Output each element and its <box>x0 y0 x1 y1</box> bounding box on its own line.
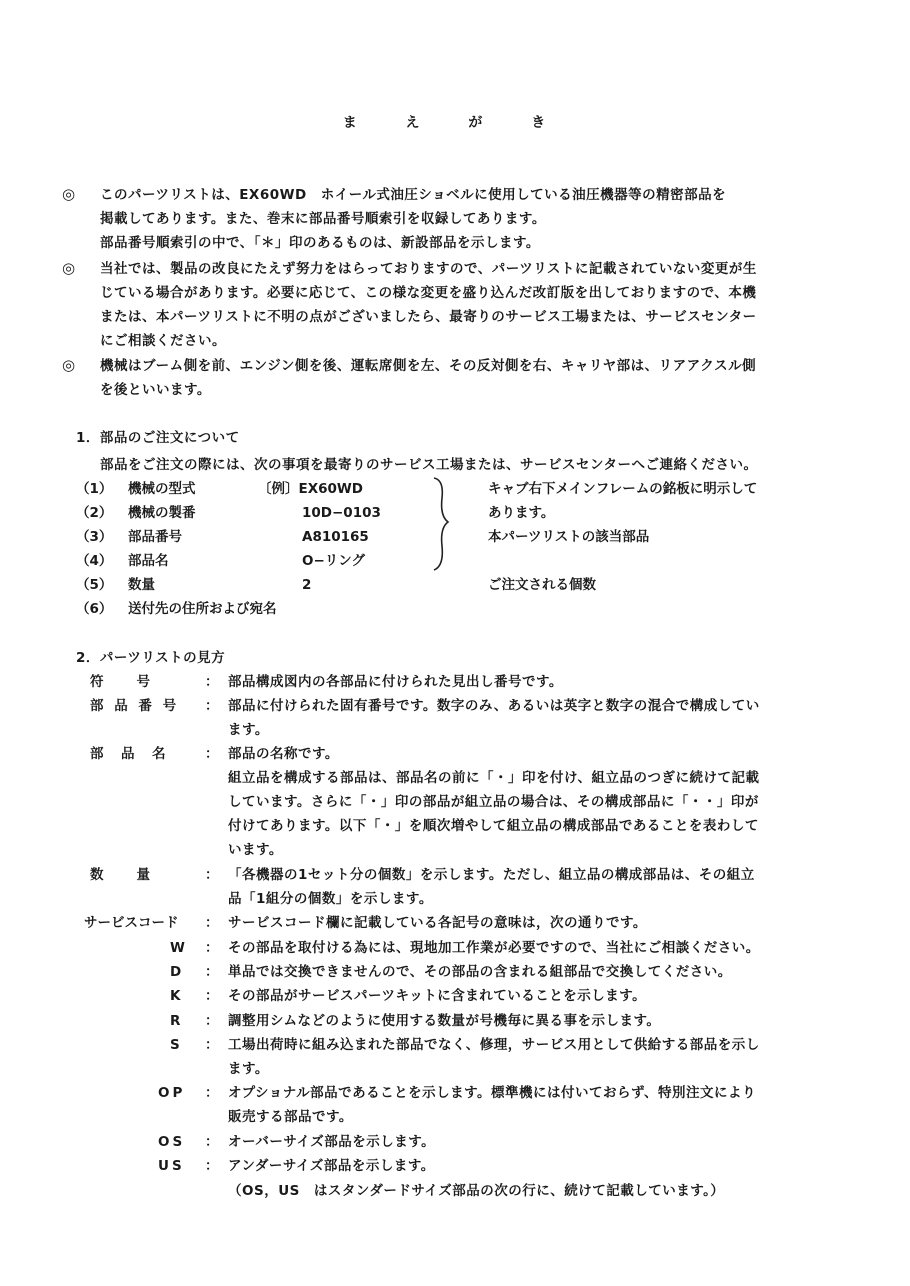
item-note: キャブ右下メインフレームの銘板に明示して <box>488 481 758 497</box>
item-number: （1） <box>76 481 113 497</box>
term-colon: ： <box>205 1013 219 1029</box>
code-label: D <box>170 964 182 980</box>
term-desc: 調整用シムなどのように使用する数量が号機毎に異る事を示します。 <box>228 1013 661 1029</box>
term-desc: ます。 <box>228 1061 269 1077</box>
term-desc: います。 <box>228 842 283 858</box>
item-label: 数量 <box>128 577 155 593</box>
term-colon: ： <box>205 698 219 714</box>
term-desc: （OS，US はスタンダードサイズ部品の次の行に、続けて記載しています。） <box>228 1183 725 1199</box>
term-desc: その部品がサービスパーツキットに含まれていることを示します。 <box>228 988 647 1004</box>
bullet-mark: ◎ <box>62 259 76 277</box>
term-colon: ： <box>205 674 219 690</box>
intro-line: 掲載してあります。また、巻末に部品番号順索引を収録してあります。 <box>100 211 546 227</box>
item-number: （2） <box>76 505 113 521</box>
code-label: K <box>170 988 181 1004</box>
term-desc: 工場出荷時に組み込まれた部品でなく、修理，サービス用として供給する部品を示し <box>228 1037 760 1053</box>
term-colon: ： <box>205 915 219 931</box>
intro-line: 部品番号順索引の中で、「＊」印のあるものは、新設部品を示します。 <box>100 235 540 251</box>
section-lead: 部品をご注文の際には、次の事項を最寄りのサービス工場または、サービスセンターへご連絡ください。 <box>100 457 758 473</box>
term-desc: オーバーサイズ部品を示します。 <box>228 1134 436 1150</box>
term-desc: 単品では交換できませんので、その部品の含まれる組部品で交換してください。 <box>228 964 732 980</box>
term-desc: 部品構成図内の各部品に付けられた見出し番号です。 <box>228 674 563 690</box>
item-value: 10D−0103 <box>302 505 381 521</box>
term-label: 部 品 名 <box>90 746 168 762</box>
term-desc: 部品の名称です。 <box>228 746 339 762</box>
term-colon: ： <box>205 746 219 762</box>
term-desc: 組立品を構成する部品は、部品名の前に「・」印を付け、組立品のつぎに続けて記載 <box>228 770 760 786</box>
item-value: 〔例〕EX60WD <box>258 481 364 497</box>
term-desc: 部品に付けられた固有番号です。数字のみ、あるいは英字と数字の混合で構成してい <box>228 698 760 714</box>
term-desc: ます。 <box>228 722 269 738</box>
term-desc: アンダーサイズ部品を示します。 <box>228 1158 435 1174</box>
code-label: US <box>158 1158 185 1174</box>
item-number: （5） <box>76 577 113 593</box>
term-colon: ： <box>205 988 219 1004</box>
section-heading: 1．部品のご注文について <box>76 430 240 446</box>
item-note: 本パーツリストの該当部品 <box>488 529 650 545</box>
brace-graphic <box>430 476 454 572</box>
term-label: 符 号 <box>90 674 152 690</box>
code-label: OP <box>158 1085 186 1101</box>
term-colon: ： <box>205 1085 219 1101</box>
term-desc: サービスコード欄に記載している各記号の意味は，次の通りです。 <box>228 915 647 931</box>
code-label: OS <box>158 1134 186 1150</box>
intro-line: を後といいます。 <box>100 382 211 398</box>
term-colon: ： <box>205 867 219 883</box>
intro-line: または、本パーツリストに不明の点がございましたら、最寄りのサービス工場または、サービスセンター <box>100 309 757 325</box>
item-label: 部品名 <box>128 553 169 569</box>
item-note: ご注文される個数 <box>488 577 596 593</box>
term-label: サービスコード <box>84 915 179 931</box>
item-note: あります。 <box>488 505 555 521</box>
intro-line: 当社では、製品の改良にたえず努力をはらっておりますので、パーツリストに記載されていない変更が生 <box>100 261 757 277</box>
item-number: （3） <box>76 529 113 545</box>
intro-line: じている場合があります。必要に応じて、この様な変更を盛り込んだ改訂版を出しておりますので、本機 <box>100 285 757 301</box>
term-desc: 付けてあります。以下「・」を順次増やして組立品の構成部品であることを表わして <box>228 818 759 834</box>
code-label: R <box>170 1013 181 1029</box>
item-label: 部品番号 <box>128 529 182 545</box>
term-desc: オプショナル部品であることを示します。標準機には付いておらず、特別注文により <box>228 1085 756 1101</box>
section-heading: 2．パーツリストの見方 <box>76 650 226 666</box>
term-desc: その部品を取付ける為には、現地加工作業が必要ですので、当社にご相談ください。 <box>228 940 760 956</box>
intro-line: にご相談ください。 <box>100 333 226 349</box>
intro-line: 機械はブーム側を前、エンジン側を後、運転席側を左、その反対側を右、キャリヤ部は、リアアクスル側 <box>100 358 757 374</box>
item-value: O−リング <box>302 553 366 569</box>
term-colon: ： <box>205 940 219 956</box>
term-colon: ： <box>205 1134 219 1150</box>
term-desc: 品「1組分の個数」を示します。 <box>228 891 433 907</box>
item-number: （4） <box>76 553 113 569</box>
page-title: ま え が き <box>342 115 568 131</box>
term-colon: ： <box>205 1158 219 1174</box>
term-desc: 販売する部品です。 <box>228 1109 353 1125</box>
term-label: 数 量 <box>90 867 152 883</box>
item-label: 送付先の住所および宛名 <box>128 601 277 617</box>
intro-line: このパーツリストは、EX60WD ホイール式油圧ショベルに使用している油圧機器等の精密部品を <box>100 187 727 203</box>
term-colon: ： <box>205 1037 219 1053</box>
code-label: W <box>170 940 185 956</box>
item-value: A810165 <box>302 529 369 545</box>
bullet-mark: ◎ <box>62 185 76 203</box>
item-label: 機械の型式 <box>128 481 196 497</box>
code-label: S <box>170 1037 180 1053</box>
item-number: （6） <box>76 601 113 617</box>
term-desc: しています。さらに「・」印の部品が組立品の場合は、その構成部品に「・・」印が <box>228 794 759 810</box>
term-desc: 「各機器の1セット分の個数」を示します。ただし、組立品の構成部品は、その組立 <box>228 867 755 883</box>
item-value: 2 <box>302 577 312 593</box>
bullet-mark: ◎ <box>62 356 76 374</box>
term-colon: ： <box>205 964 219 980</box>
item-label: 機械の製番 <box>128 505 196 521</box>
term-label: 部 品 番 号 <box>90 698 180 714</box>
